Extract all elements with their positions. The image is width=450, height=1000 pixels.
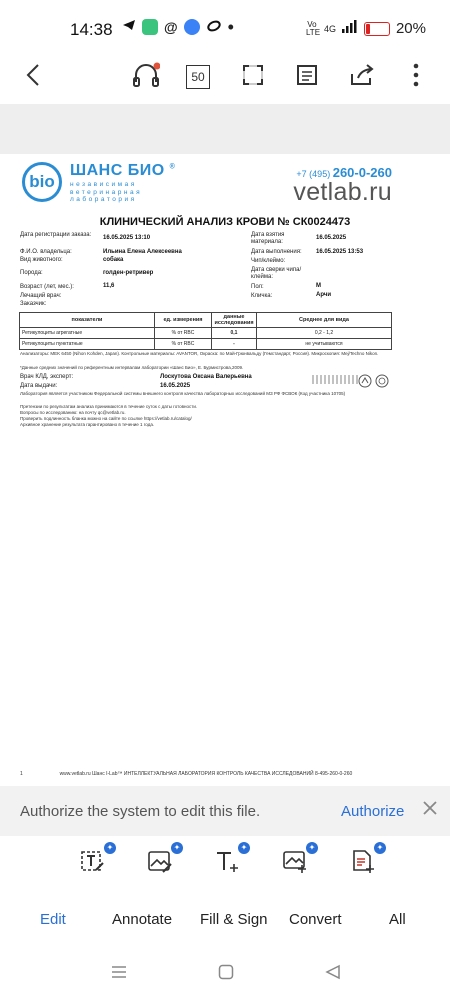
- close-banner-button[interactable]: [422, 796, 438, 822]
- cell-result: 0,1: [212, 328, 257, 339]
- more-vert-icon: [413, 63, 419, 92]
- doctor-stamp: [312, 375, 360, 384]
- tab-annotate[interactable]: Annotate: [112, 911, 173, 928]
- add-text-icon: [214, 861, 240, 878]
- page-footer: [20, 771, 352, 777]
- sex-label: Пол:: [251, 284, 264, 290]
- done-date-label: Дата выполнения:: [251, 249, 302, 255]
- recent-apps-button[interactable]: [110, 964, 128, 985]
- document-title: КЛИНИЧЕСКИЙ АНАЛИЗ КРОВИ № СК0024473: [99, 216, 351, 228]
- headphones-icon: [132, 62, 160, 93]
- issue-date-label: Дата выдачи:: [20, 383, 58, 389]
- more-button[interactable]: [404, 55, 428, 99]
- edit-text-icon: [80, 861, 106, 878]
- loop-icon: [206, 19, 222, 35]
- bottom-tabs: [0, 896, 450, 946]
- lab-brand: ШАНС БИО ®: [70, 162, 176, 179]
- analyzers-note: Анализаторы: MEK 6450 (Nihon Kohden, Japan). Контрольные материалы: AVANTOR, Окраска: по Май-Грюнвальду (Гемстандарт, Россия). Микроскопия: Mej/Techno Nikon.: [20, 351, 379, 356]
- volte-icon: Vo LTE: [305, 19, 321, 37]
- col-header-reference: Среднее для вида: [257, 313, 392, 328]
- back-triangle-icon: [325, 964, 341, 980]
- document-page[interactable]: [0, 154, 450, 784]
- col-header-parameter: показатели: [20, 313, 155, 328]
- page-count: 50: [186, 65, 210, 89]
- sex-value: М: [316, 283, 321, 289]
- breed-value: голден-ретривер: [103, 270, 154, 276]
- results-table: [19, 312, 392, 350]
- authorize-banner: [0, 786, 450, 836]
- reader-mode-icon: [296, 64, 318, 91]
- listen-button[interactable]: [126, 55, 166, 99]
- tab-edit[interactable]: Edit: [40, 911, 66, 928]
- add-document-tool[interactable]: [350, 843, 384, 880]
- premium-badge-icon: ✦: [306, 842, 318, 854]
- menu-icon: [110, 964, 128, 980]
- footer-page-number: 1: [20, 771, 23, 777]
- doctor-label: Лечащий врач:: [20, 293, 62, 299]
- issue-date-value: 16.05.2025: [160, 383, 191, 389]
- cell-parameter: Ретикулоциты пунктатные: [20, 339, 155, 350]
- doctor-kld-label: Врач КЛД, эксперт:: [20, 374, 74, 380]
- add-image-icon: [282, 861, 308, 878]
- app-notification-icon: [142, 19, 158, 35]
- archive-note: Архивное хранение результата гарантировано в течение 1 года.: [20, 422, 155, 427]
- status-time: 14:38: [70, 20, 113, 39]
- lab-phone: +7 (495) 260-0-260: [296, 165, 392, 180]
- chip-check-label: Дата сверки чипа/клейма:: [251, 267, 302, 280]
- done-date-value: 16.05.2025 13:53: [316, 249, 364, 255]
- nickname-value: Арчи: [316, 292, 332, 298]
- authorize-message: Authorize the system to edit this file.: [20, 803, 261, 820]
- close-icon: [422, 800, 438, 816]
- status-notification-icons: [118, 18, 234, 35]
- battery-level: 20%: [395, 20, 426, 37]
- verify-note: Проверить подлинность бланка можно на сайте по ссылке https://vetlab.ru/catalog/: [20, 416, 192, 421]
- back-nav-button[interactable]: [325, 964, 341, 985]
- at-icon: @: [164, 18, 178, 35]
- premium-badge-icon: ✦: [374, 842, 386, 854]
- edit-tools-row: [0, 836, 450, 896]
- nickname-label: Кличка:: [251, 293, 273, 299]
- col-header-unit: ед. измерения: [155, 313, 212, 328]
- edit-image-tool[interactable]: [147, 843, 181, 880]
- owner-label: Ф.И.О. владельца:: [20, 249, 72, 255]
- home-button[interactable]: [218, 964, 234, 985]
- fullscreen-button[interactable]: [238, 55, 268, 99]
- reg-date-label: Дата регистрации заказа:: [20, 232, 92, 238]
- species-label: Вид животного:: [20, 257, 63, 263]
- owner-value: Ильина Елена Алексеевна: [103, 249, 182, 255]
- telegram-icon: [122, 18, 136, 35]
- status-bar: [0, 0, 450, 60]
- cell-parameter: Ретикулоциты агрегатные: [20, 328, 155, 339]
- age-label: Возраст (лет, мес.):: [20, 284, 74, 290]
- share-button[interactable]: [346, 55, 378, 99]
- tab-fill-sign[interactable]: Fill & Sign: [200, 911, 268, 928]
- add-text-tool[interactable]: [214, 843, 248, 880]
- lab-logo: bio: [22, 162, 62, 202]
- dot-icon: •: [227, 16, 234, 37]
- premium-badge-icon: ✦: [104, 842, 116, 854]
- edit-text-tool[interactable]: [80, 843, 114, 880]
- cell-reference: 0,2 - 1,2: [257, 328, 392, 339]
- table-row: [20, 328, 392, 339]
- cell-unit: % от RBC: [155, 328, 212, 339]
- footer-text: www.vetlab.ru Шанс I-Lab™ ИНТЕЛЛЕКТУАЛЬНАЯ ЛАБОРАТОРИЯ КОНТРОЛЬ КАЧЕСТВА ИССЛЕДОВАНИЙ 8-495-260-0-260: [59, 771, 353, 777]
- breed-label: Порода:: [20, 270, 43, 276]
- table-row: [20, 339, 392, 350]
- claims-note: Претензии по результатам анализа принимаются в течение суток с даты готовности.: [20, 404, 198, 409]
- status-right: [306, 20, 426, 37]
- tab-all[interactable]: All: [389, 911, 406, 928]
- page-gap: [0, 104, 450, 154]
- reg-date-value: 16.05.2025 13:10: [103, 235, 151, 241]
- sample-date-label: Дата взятия материала:: [251, 232, 285, 245]
- fullscreen-icon: [242, 64, 264, 91]
- chip-label: Чип/клеймо:: [251, 258, 286, 264]
- lab-brand-subtitle: независимая ветеринарная лаборатория: [70, 181, 143, 203]
- species-value: собака: [103, 257, 124, 263]
- page-count-button[interactable]: [184, 55, 212, 99]
- authorize-button[interactable]: Authorize: [341, 803, 405, 820]
- results-table-header: [20, 313, 392, 328]
- network-type: 4G: [323, 23, 336, 34]
- back-button[interactable]: [16, 55, 50, 99]
- cell-reference: не учитываются: [257, 339, 392, 350]
- signal-icon: [342, 20, 358, 37]
- cell-result: -: [212, 339, 257, 350]
- viewer-toolbar: [0, 55, 450, 99]
- tab-convert[interactable]: Convert: [289, 911, 342, 928]
- questions-note: Вопросы по исследованию: на почту qc@vetlab.ru.: [20, 410, 126, 415]
- system-nav-bar: [0, 946, 450, 1000]
- lab-website: vetlab.ru: [293, 178, 392, 206]
- fsvok-note: Лаборатория является участником Федеральной системы внешнего контроля качества лабораторных исследований МЗ РФ ФСВОК (Код участника 10705): [20, 391, 346, 396]
- add-image-tool[interactable]: [282, 843, 316, 880]
- premium-badge-icon: ✦: [238, 842, 250, 854]
- doctor-kld-value: Лоскутова Оксана Валерьевна: [160, 374, 252, 380]
- add-document-icon: [350, 861, 376, 878]
- col-header-result: данные исследования: [212, 313, 257, 328]
- sample-date-value: 16.05.2025: [316, 235, 347, 241]
- reader-mode-button[interactable]: [292, 55, 322, 99]
- age-value: 11,6: [103, 283, 115, 289]
- app2-notification-icon: [184, 19, 200, 35]
- back-arrow-icon: [25, 63, 41, 92]
- battery-icon: [364, 22, 390, 36]
- edit-image-icon: [147, 861, 173, 878]
- share-icon: [349, 64, 375, 91]
- reference-note: *Данные средних значений по референтным интервалам лаборатории «Шанс Био», Е. Бурмистрова,2009.: [20, 365, 244, 370]
- premium-badge-icon: ✦: [171, 842, 183, 854]
- customer-label: Заказчик:: [20, 301, 47, 307]
- home-icon: [218, 964, 234, 980]
- cell-unit: % от RBC: [155, 339, 212, 350]
